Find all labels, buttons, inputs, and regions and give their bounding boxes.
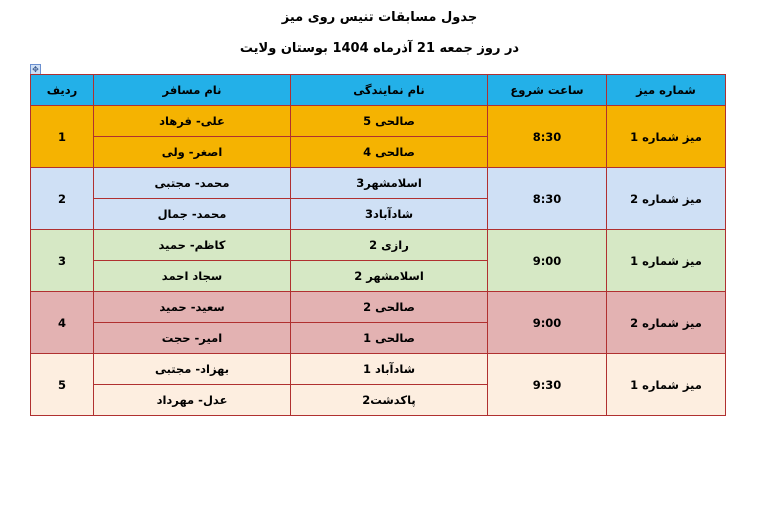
cell-representation: صالحی 5 [291,106,488,137]
cell-radif: 4 [31,292,94,354]
header-representation: نام نمایندگی [291,75,488,106]
cell-table-number: میز شماره 1 [607,230,726,292]
schedule-table [30,74,726,416]
cell-table-number: میز شماره 2 [607,292,726,354]
cell-player: عدل- مهرداد [94,385,291,416]
cell-representation: پاکدشت2 [291,385,488,416]
table-move-handle[interactable]: ✥ [30,64,41,75]
cell-radif: 3 [31,230,94,292]
cell-representation: رازی 2 [291,230,488,261]
cell-player: اصغر- ولی [94,137,291,168]
cell-radif: 1 [31,106,94,168]
page-subtitle: در روز جمعه 21 آذرماه 1404 بوستان ولایت [239,41,520,56]
cell-start-time: 8:30 [488,168,607,230]
cell-player: محمد- جمال [94,199,291,230]
cell-start-time: 9:30 [488,354,607,416]
cell-representation: اسلامشهر3 [291,168,488,199]
cell-player: امیر- حجت [94,323,291,354]
cell-representation: شادآباد 1 [291,354,488,385]
cell-player: بهزاد- مجتبی [94,354,291,385]
cell-start-time: 8:30 [488,106,607,168]
cell-representation: صالحی 4 [291,137,488,168]
header-row [31,75,726,106]
table-body [31,106,726,416]
cell-player: علی- فرهاد [94,106,291,137]
cell-player: کاظم- حمید [94,230,291,261]
cell-representation: صالحی 2 [291,292,488,323]
cell-representation: صالحی 1 [291,323,488,354]
cell-start-time: 9:00 [488,292,607,354]
table-row [31,230,726,261]
cell-player: سجاد احمد [94,261,291,292]
cell-player: محمد- مجتبی [94,168,291,199]
header-radif: ردیف [31,75,94,106]
table-row [31,292,726,323]
header-table-number: شماره میز [607,75,726,106]
schedule-table-container [36,74,726,416]
table-row [31,168,726,199]
cell-representation: شادآباد3 [291,199,488,230]
header-start-time: ساعت شروع [488,75,607,106]
table-header [31,75,726,106]
cell-table-number: میز شماره 1 [607,106,726,168]
cell-table-number: میز شماره 1 [607,354,726,416]
cell-representation: اسلامشهر 2 [291,261,488,292]
cell-radif: 5 [31,354,94,416]
cell-player: سعید- حمید [94,292,291,323]
cell-start-time: 9:00 [488,230,607,292]
table-row [31,106,726,137]
table-row [31,354,726,385]
page-title: جدول مسابقات تنیس روی میز [281,10,478,25]
cell-radif: 2 [31,168,94,230]
header-player: نام مسافر [94,75,291,106]
cell-table-number: میز شماره 2 [607,168,726,230]
